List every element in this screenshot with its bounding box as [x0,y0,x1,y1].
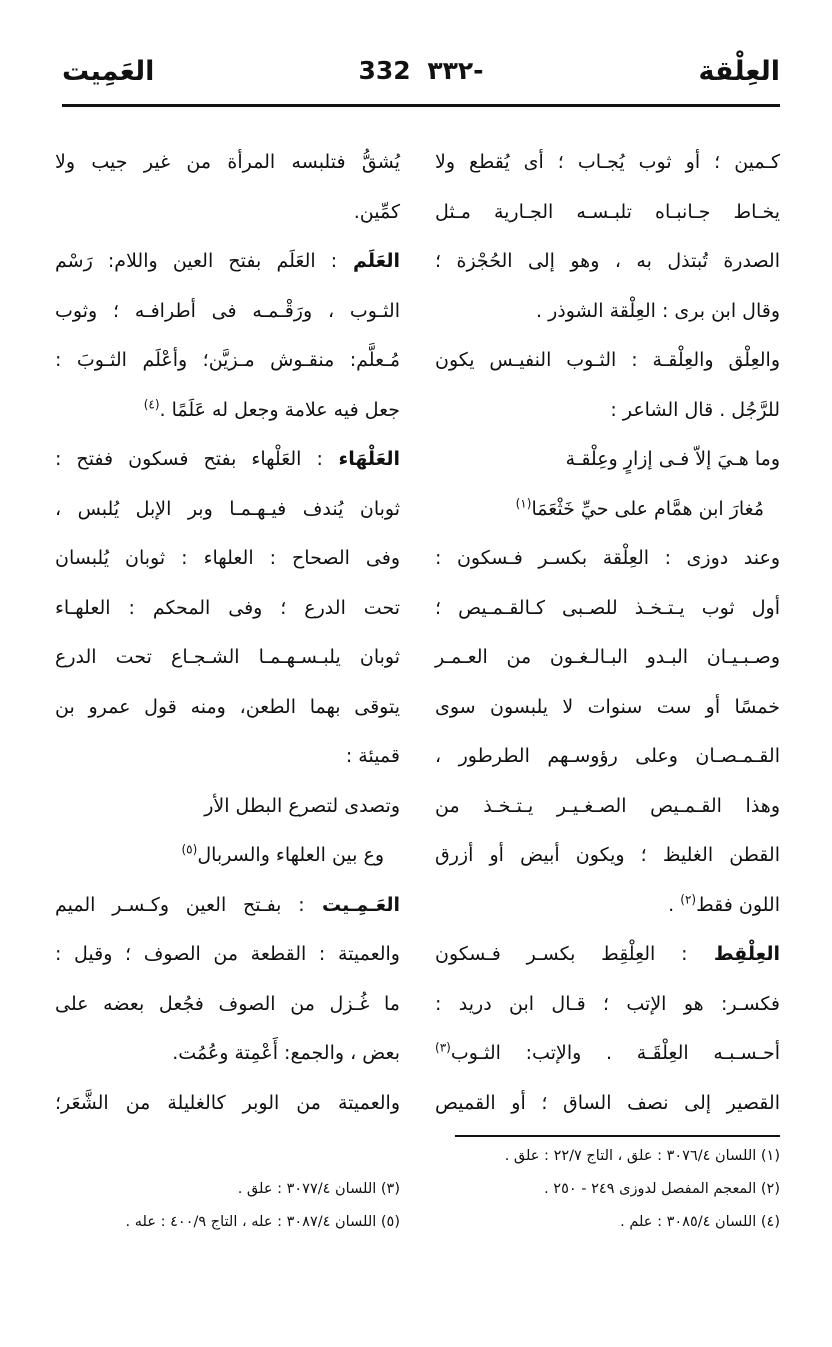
text-line: يتوقى بهما الطعن، ومنه قول عمرو بن [55,695,400,718]
text-line: وصـبـيـان البـدو البـالـغـون من العـمـر [435,646,780,668]
footnote-ref-1: (١) [515,496,532,511]
text-fragment: اللون فقط [696,893,780,916]
text-line [55,386,400,436]
text-line: وقال ابن برى : العِلْقة الشوذر . [536,299,780,322]
entry-headword: العَلْهَاء [322,448,401,470]
text-line: الثـوب ، ورَقْـمـه فى أطرافـه ؛ وثوب [55,299,400,322]
verse-text: مُغارَ ابن همَّام على حيِّ خَثْعَمَا [531,497,764,520]
text-line: والعِلْق والعِلْقـة : الثـوب النفيـس يكون [435,349,780,371]
text-line: بعض ، والجمع: أَعْمِتة وعُمُت. [172,1042,400,1064]
text-fragment: أحـسـبـه العِلْقَـة . والإتب: الثـوب [450,1042,780,1064]
entry-headword: العَلَم [337,250,400,272]
footnote-4: (٤) اللسان ٣٠٨٥/٤ : علم . [620,1214,780,1230]
text-line: مُـعلَّم: منقـوش مـزيَّن؛ وأعْلَم الثـوبَ : [55,349,400,371]
entry-headword: العِلْقِط [687,943,780,965]
text-fragment: جعل فيه علامة وجعل له عَلَمًا . [159,398,400,421]
text-line: كمِّين. [353,200,400,223]
page-number-arabic: ٣٣٢- [427,56,484,85]
verse-line [435,485,780,535]
footnote-ref-3: (٣) [435,1040,451,1055]
text-line: وعند دوزى : العِلْقة بكسـر فـسكون : [435,547,780,569]
footnote-ref-2: (٢) [680,892,697,907]
footnote-3: (٣) اللسان ٣٠٧٧/٤ : علق . [237,1181,400,1197]
verse-text: وع بين العلهاء والسربال [197,844,384,866]
footnote-rule [455,1135,780,1137]
text-line: يُشقُّ فتلبسه المرأة من غير جيب ولا [55,151,400,173]
header-rule [62,104,780,107]
text-line: أول ثوب يـتـخـذ للصـبى كـالقـمـيص ؛ [435,596,780,619]
verse-line [55,831,400,881]
header-headword-right: العِلْقة [698,56,780,87]
text-line: قميئة : [345,745,400,767]
text-line: القطن الغليظ ؛ ويكون أبيض أو أزرق [435,844,780,866]
entry-line-alalha: العَلْهَاء : العَلْهاء بفتح فسكون ففتح : [55,448,401,470]
text-line: للرَّجُل . قال الشاعر : [610,398,780,421]
header-headword-left: العَمِيت [62,56,155,87]
footnote-5: (٥) اللسان ٣٠٨٧/٤ : عله ، التاج ٤٠٠/٩ : عله . [125,1214,400,1230]
footnote-ref-5: (٥) [181,842,198,857]
text-line: والعميتة : القطعة من الصوف ؛ وقيل : [55,943,400,965]
text-line: ثوبان يلبـسـهـمـا الشـجـاع تحت الدرع [55,646,400,668]
footnote-ref-4: (٤) [143,397,160,412]
text-line: الصدرة تُبتذل به ، وهو إلى الحُجْزة ؛ [435,250,780,272]
entry-line-alamit: العَـمِـيت : بفـتح العين وكـسـر الميم [55,893,401,916]
text-line: القصير إلى نصف الساق ؛ أو القميص [435,1091,780,1114]
text-line: فكسـر: هو الإتب ؛ قـال ابن دريد : [435,992,780,1015]
text-line: تحت الدرع ؛ وفى المحكم : العلهـاء [55,596,400,619]
page-number-latin: 332 [358,56,411,85]
text-line: اللون فقط$^{(٢)}$ . [668,892,780,916]
text-line [435,1029,780,1079]
page-header [62,52,780,100]
verse-line: وما هـيَ إلاّ فـى إزارٍ وعِلْقـة [565,448,780,470]
entry-line-alilqit: العِلْقِط : العِلْقِط بكسـر فـسكون [435,943,780,965]
text-line: وهذا القـمـيص الصـغـيـر يـتـخـذ من [435,794,780,817]
entry-line-alalam: العَلَم : العَلَم بفتح العين واللام: رَسْم [55,250,400,272]
footnote-1: (١) اللسان ٣٠٧٦/٤ : علق ، التاج ٢٢/٧ : علق . [504,1148,780,1164]
page-number [62,56,780,85]
text-line: والعميتة من الوبر كالغليلة من الشَّعَر؛ [55,1091,400,1114]
text-line: خمسًا أو ست سنوات لا يلبسون سوى [435,695,780,718]
text-line: كـمين ؛ أو ثوب يُجـاب ؛ أى يُقطع ولا [435,151,780,173]
text-line: ثوبان يُندف فيـهـمـا وبر الإبل يُلبس ، [55,497,400,520]
text-line: يخـاط جـانبـاه تلبـسـه الجـارية مـثل [435,200,780,223]
entry-headword: العَـمِـيت [304,893,401,916]
text-line: القـمـصـان وعلى رؤوسـهم الطرطور ، [435,745,780,767]
right-column [435,138,780,1128]
text-line: ما غُـزل من الصوف فجُعل بعضه على [55,992,400,1015]
left-column [55,138,400,1128]
footnote-2: (٢) المعجم المفصل لدوزى ٢٤٩ - ٢٥٠ . [544,1181,780,1197]
text-line: وفى الصحاح : العلهاء : ثوبان يُلبسان [55,547,400,569]
verse-line: وتصدى لتصرع البطل الأر [204,794,400,817]
